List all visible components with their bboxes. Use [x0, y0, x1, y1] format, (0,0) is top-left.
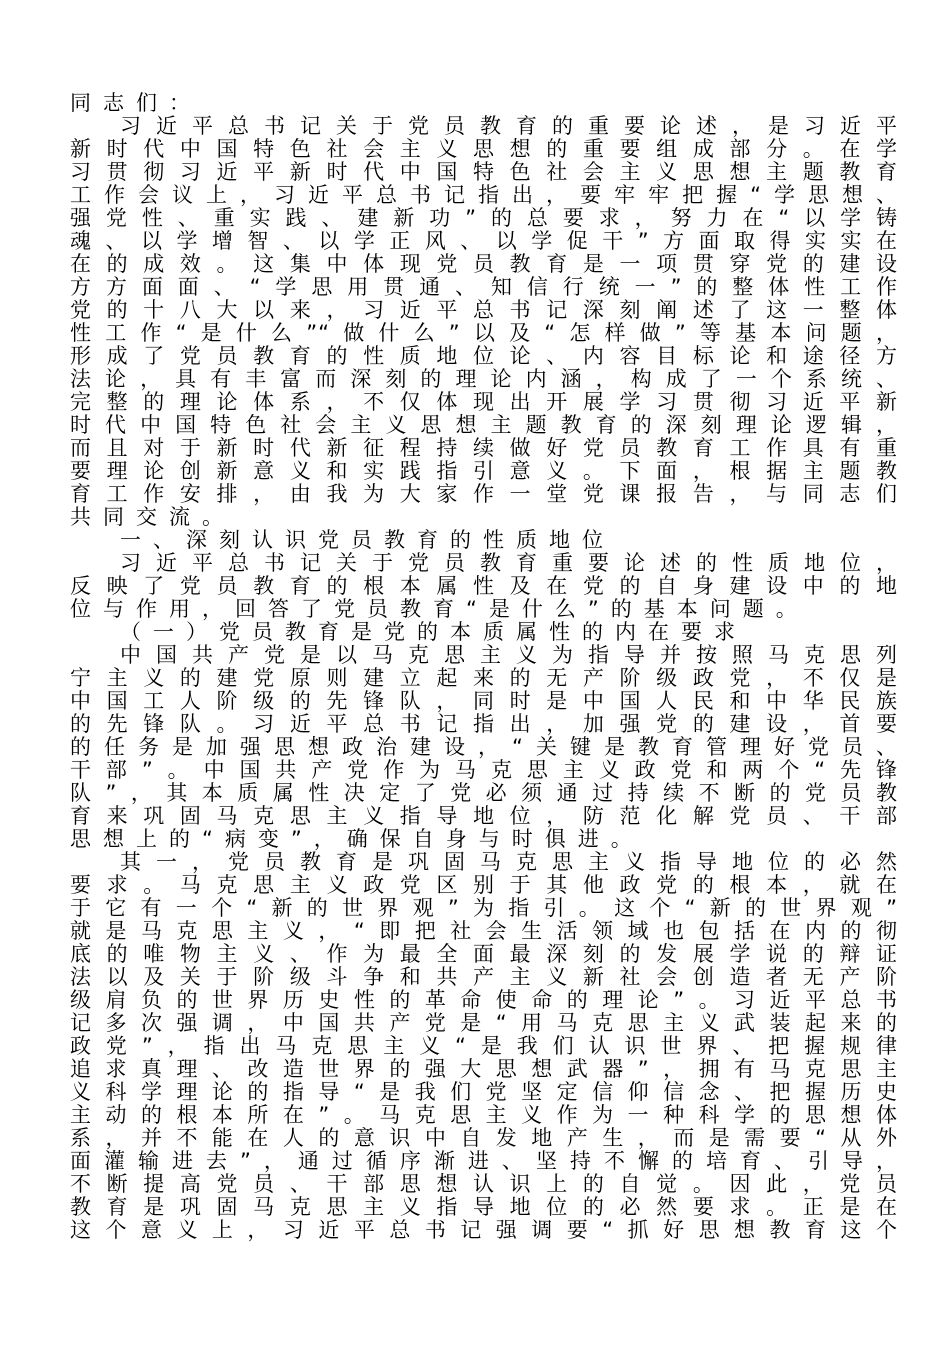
text-line: 追求真理、改造世界的强大思想武器”，拥有马克思主: [70, 1057, 898, 1081]
text-line: 共同交流。: [70, 505, 235, 529]
text-line: 级肩负的世界历史性的革命使命的理论”。习近平总书: [70, 988, 898, 1012]
text-line: 于它有一个“新的世界观”为指引。这个“新的世界观”: [70, 896, 898, 920]
text-line: 同志们：: [70, 91, 202, 115]
text-line: 反映了党员教育的根本属性及在党的自身建设中的地: [70, 574, 898, 598]
text-line: 习贯彻习近平新时代中国特色社会主义思想主题教育: [70, 160, 898, 184]
text-line: 其一，党员教育是巩固马克思主义指导地位的必然: [120, 850, 898, 874]
text-line: 队”，其本质属性决定了党必须通过持续不断的党员教: [70, 781, 898, 805]
text-line: 育工作安排，由我为大家作一堂党课报告，与同志们: [70, 482, 898, 506]
text-line: 法论，具有丰富而深刻的理论内涵，构成了一个系统、: [70, 367, 898, 391]
text-line: 面灌输进去”，通过循序渐进、坚持不懈的培育、引导，: [70, 1149, 898, 1173]
text-line: 方方面面、“学思用贯通、知信行统一”的整体性工作: [70, 275, 898, 299]
text-line: 时代中国特色社会主义思想主题教育的深刻理论逻辑，: [70, 413, 898, 437]
text-line: 在的成效。这集中体现党员教育是一项贯穿党的建设: [70, 252, 898, 276]
text-line: 的先锋队。习近平总书记指出，加强党的建设，首要: [70, 712, 898, 736]
text-line: 教育是巩固马克思主义指导地位的必然要求。正是在: [70, 1195, 898, 1219]
text-line: 工作会议上，习近平总书记指出，要牢牢把握“学思想、: [70, 183, 898, 207]
text-line: 习近平总书记关于党员教育的重要论述，是习近平: [120, 114, 898, 138]
text-line: 宁主义的建党原则建立起来的无产阶级政党，不仅是: [70, 666, 898, 690]
text-line: 底的唯物主义、作为最全面最深刻的发展学说的辩证: [70, 942, 898, 966]
text-line: 这个意义上，习近平总书记强调要“抓好思想教育这个: [70, 1218, 898, 1242]
text-line: 政党”，指出马克思主义“是我们认识世界、把握规律: [70, 1034, 898, 1058]
text-line: 中国共产党是以马克思主义为指导并按照马克思列: [120, 643, 898, 667]
text-line: 形成了党员教育的性质地位论、内容目标论和途径方: [70, 344, 898, 368]
document-page: [70, 92, 898, 1242]
text-line: 干部”。中国共产党作为马克思主义政党和两个“先锋: [70, 758, 898, 782]
text-line: 就是马克思主义，“即把社会生活领域也包括在内的彻: [70, 919, 898, 943]
text-line: 党的十八大以来，习近平总书记深刻阐述了这一整体: [70, 298, 898, 322]
text-line: 中国工人阶级的先锋队，同时是中国人民和中华民族: [70, 689, 898, 713]
text-line: 记多次强调，中国共产党是“用马克思主义武装起来的: [70, 1011, 898, 1035]
text-line: 位与作用，回答了党员教育“是什么”的基本问题。: [70, 597, 809, 621]
text-line: 不断提高党员、干部思想认识上的自觉。因此，党员: [70, 1172, 898, 1196]
text-line: 完整的理论体系，不仅体现出开展学习贯彻习近平新: [70, 390, 898, 414]
text-line: 义科学理论的指导“是我们党坚定信仰信念、把握历史: [70, 1080, 898, 1104]
text-line: 而且对于新时代新征程持续做好党员教育工作具有重: [70, 436, 898, 460]
text-line: 一、深刻认识党员教育的性质地位: [120, 528, 615, 552]
text-line: 思想上的“病变”，确保自身与时俱进。: [70, 827, 644, 851]
text-line: （一）党员教育是党的本质属性的内在要求: [120, 620, 747, 644]
text-line: 的任务是加强思想政治建设，“关键是教育管理好党员、: [70, 735, 898, 759]
text-line: 系，并不能在人的意识中自发地产生，而是需要“从外: [70, 1126, 898, 1150]
text-line: 强党性、重实践、建新功”的总要求，努力在“以学铸: [70, 206, 898, 230]
text-line: 要求。马克思主义政党区别于其他政党的根本，就在: [70, 873, 898, 897]
text-line: 育来巩固马克思主义指导地位，防范化解党员、干部: [70, 804, 898, 828]
text-line: 习近平总书记关于党员教育重要论述的性质地位，: [120, 551, 898, 575]
text-line: 新时代中国特色社会主义思想的重要组成部分。在学: [70, 137, 898, 161]
text-line: 要理论创新意义和实践指引意义。下面，根据主题教: [70, 459, 898, 483]
text-line: 法以及关于阶级斗争和共产主义新社会创造者无产阶: [70, 965, 898, 989]
text-line: 魂、以学增智、以学正风、以学促干”方面取得实实在: [70, 229, 898, 253]
text-line: 性工作“是什么”“做什么”以及“怎样做”等基本问题，: [70, 321, 898, 345]
text-line: 主动的根本所在”。马克思主义作为一种科学的思想体: [70, 1103, 898, 1127]
